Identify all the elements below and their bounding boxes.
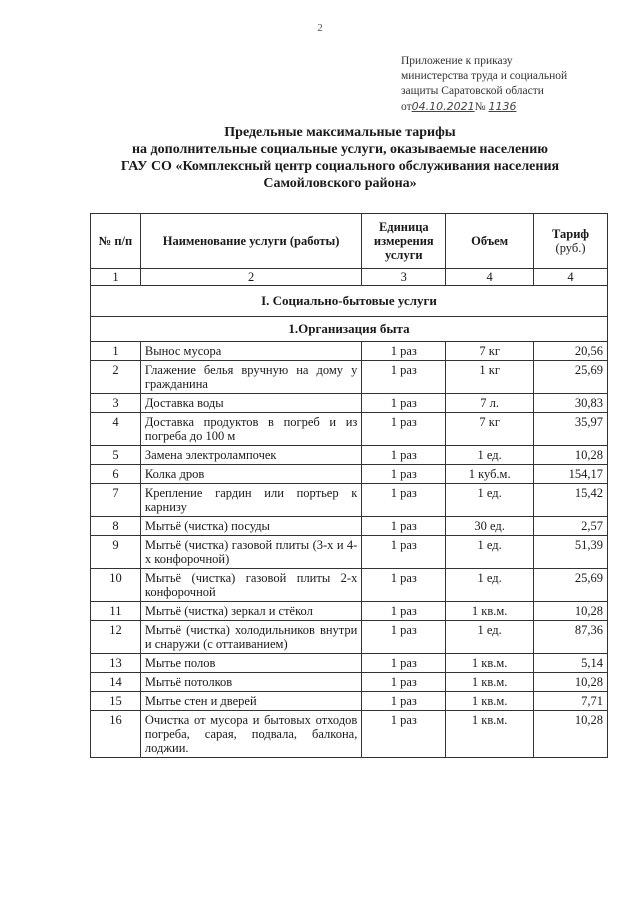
tariff-cell: 25,69 <box>534 569 608 602</box>
header-tariff-label: Тариф <box>551 227 590 241</box>
tariff-cell: 35,97 <box>534 413 608 446</box>
unit-cell: 1 раз <box>362 711 446 758</box>
volume-cell: 7 кг <box>446 413 534 446</box>
unit-cell: 1 раз <box>362 394 446 413</box>
row-number: 2 <box>91 361 141 394</box>
table-row <box>91 446 608 465</box>
service-name: Замена электролампочек <box>140 446 361 465</box>
row-number: 5 <box>91 446 141 465</box>
service-name: Очистка от мусора и бытовых отходов погреба, сарая, подвала, балкона, лоджии. <box>140 711 361 758</box>
unit-cell: 1 раз <box>362 413 446 446</box>
header-name: Наименование услуги (работы) <box>140 214 361 269</box>
index-cell: 4 <box>446 269 534 286</box>
date-prefix: от <box>401 101 412 113</box>
volume-cell: 1 ед. <box>446 569 534 602</box>
section-row <box>91 286 608 317</box>
appendix-line-2: министерства труда и социальной <box>401 70 568 82</box>
header-tariff-unit: (руб.) <box>555 241 586 255</box>
tariff-cell: 15,42 <box>534 484 608 517</box>
row-number: 14 <box>91 673 141 692</box>
row-number: 12 <box>91 621 141 654</box>
volume-cell: 1 кв.м. <box>446 673 534 692</box>
unit-cell: 1 раз <box>362 654 446 673</box>
row-number: 8 <box>91 517 141 536</box>
tariff-cell: 7,71 <box>534 692 608 711</box>
table-row <box>91 654 608 673</box>
tariff-table <box>90 213 608 758</box>
table-row <box>91 673 608 692</box>
table-row <box>91 536 608 569</box>
unit-cell: 1 раз <box>362 536 446 569</box>
table-row <box>91 342 608 361</box>
unit-cell: 1 раз <box>362 484 446 517</box>
table-row <box>91 465 608 484</box>
table-header-row <box>91 214 608 269</box>
row-number: 1 <box>91 342 141 361</box>
tariff-cell: 25,69 <box>534 361 608 394</box>
row-number: 3 <box>91 394 141 413</box>
table-row <box>91 394 608 413</box>
page-number: 2 <box>317 22 323 34</box>
volume-cell: 1 ед. <box>446 621 534 654</box>
unit-cell: 1 раз <box>362 602 446 621</box>
service-name: Мытье полов <box>140 654 361 673</box>
unit-cell: 1 раз <box>362 692 446 711</box>
tariff-cell: 10,28 <box>534 602 608 621</box>
document-title <box>60 124 620 192</box>
volume-cell: 1 ед. <box>446 484 534 517</box>
service-name: Мытьё (чистка) посуды <box>140 517 361 536</box>
tariff-cell: 20,56 <box>534 342 608 361</box>
volume-cell: 1 куб.м. <box>446 465 534 484</box>
table-row <box>91 711 608 758</box>
table-row <box>91 692 608 711</box>
tariff-cell: 51,39 <box>534 536 608 569</box>
table-row <box>91 484 608 517</box>
subsection-title: 1.Организация быта <box>91 317 608 342</box>
unit-cell: 1 раз <box>362 342 446 361</box>
service-name: Мытье стен и дверей <box>140 692 361 711</box>
appendix-block <box>401 54 631 115</box>
volume-cell: 7 кг <box>446 342 534 361</box>
row-number: 16 <box>91 711 141 758</box>
service-name: Вынос мусора <box>140 342 361 361</box>
unit-cell: 1 раз <box>362 517 446 536</box>
tariff-cell: 10,28 <box>534 446 608 465</box>
number-prefix: № <box>474 101 486 113</box>
service-name: Колка дров <box>140 465 361 484</box>
table-row <box>91 621 608 654</box>
row-number: 7 <box>91 484 141 517</box>
unit-cell: 1 раз <box>362 673 446 692</box>
service-name: Мытьё (чистка) холодильников внутри и снаружи (с оттаиванием) <box>140 621 361 654</box>
row-number: 13 <box>91 654 141 673</box>
appendix-line-3: защиты Саратовской области <box>401 85 544 97</box>
header-tariff <box>534 214 608 269</box>
volume-cell: 7 л. <box>446 394 534 413</box>
table-row <box>91 361 608 394</box>
title-line-4: Самойловского района» <box>263 176 417 191</box>
header-num: № п/п <box>91 214 141 269</box>
service-name: Мытьё (чистка) газовой плиты 2-х конфорочной <box>140 569 361 602</box>
section-title: I. Социально-бытовые услуги <box>91 286 608 317</box>
service-name: Мытьё потолков <box>140 673 361 692</box>
index-cell: 4 <box>534 269 608 286</box>
volume-cell: 1 кв.м. <box>446 654 534 673</box>
index-cell: 3 <box>362 269 446 286</box>
row-number: 4 <box>91 413 141 446</box>
tariff-cell: 87,36 <box>534 621 608 654</box>
service-name: Доставка продуктов в погреб и из погреба до 100 м <box>140 413 361 446</box>
service-name: Крепление гардин или портьер к карнизу <box>140 484 361 517</box>
handwritten-date: 04.10.2021 <box>411 100 475 113</box>
subsection-row <box>91 317 608 342</box>
service-name: Мытьё (чистка) газовой плиты (3-х и 4-х конфорочной) <box>140 536 361 569</box>
service-name: Мытьё (чистка) зеркал и стёкол <box>140 602 361 621</box>
column-index-row <box>91 269 608 286</box>
tariff-cell: 5,14 <box>534 654 608 673</box>
table-row <box>91 602 608 621</box>
volume-cell: 30 ед. <box>446 517 534 536</box>
volume-cell: 1 ед. <box>446 536 534 569</box>
row-number: 10 <box>91 569 141 602</box>
volume-cell: 1 кв.м. <box>446 692 534 711</box>
tariff-cell: 30,83 <box>534 394 608 413</box>
service-name: Доставка воды <box>140 394 361 413</box>
unit-cell: 1 раз <box>362 621 446 654</box>
service-name: Глажение белья вручную на дому у гражданина <box>140 361 361 394</box>
header-volume: Объем <box>446 214 534 269</box>
volume-cell: 1 кг <box>446 361 534 394</box>
table-row <box>91 569 608 602</box>
handwritten-number: 1136 <box>488 100 517 113</box>
tariff-cell: 10,28 <box>534 711 608 758</box>
unit-cell: 1 раз <box>362 361 446 394</box>
title-line-1: Предельные максимальные тарифы <box>224 125 456 140</box>
volume-cell: 1 кв.м. <box>446 602 534 621</box>
row-number: 9 <box>91 536 141 569</box>
header-unit: Единица измерения услуги <box>362 214 446 269</box>
unit-cell: 1 раз <box>362 446 446 465</box>
title-line-2: на дополнительные социальные услуги, оказываемые населению <box>131 142 548 157</box>
appendix-line-1: Приложение к приказу <box>401 55 513 67</box>
appendix-date-line <box>401 99 631 115</box>
row-number: 6 <box>91 465 141 484</box>
row-number: 15 <box>91 692 141 711</box>
unit-cell: 1 раз <box>362 569 446 602</box>
row-number: 11 <box>91 602 141 621</box>
volume-cell: 1 ед. <box>446 446 534 465</box>
unit-cell: 1 раз <box>362 465 446 484</box>
table-row <box>91 517 608 536</box>
title-line-3: ГАУ СО «Комплексный центр социального обслуживания населения <box>120 159 560 174</box>
index-cell: 1 <box>91 269 141 286</box>
volume-cell: 1 кв.м. <box>446 711 534 758</box>
tariff-cell: 154,17 <box>534 465 608 484</box>
index-cell: 2 <box>140 269 361 286</box>
table-row <box>91 413 608 446</box>
tariff-cell: 10,28 <box>534 673 608 692</box>
tariff-cell: 2,57 <box>534 517 608 536</box>
